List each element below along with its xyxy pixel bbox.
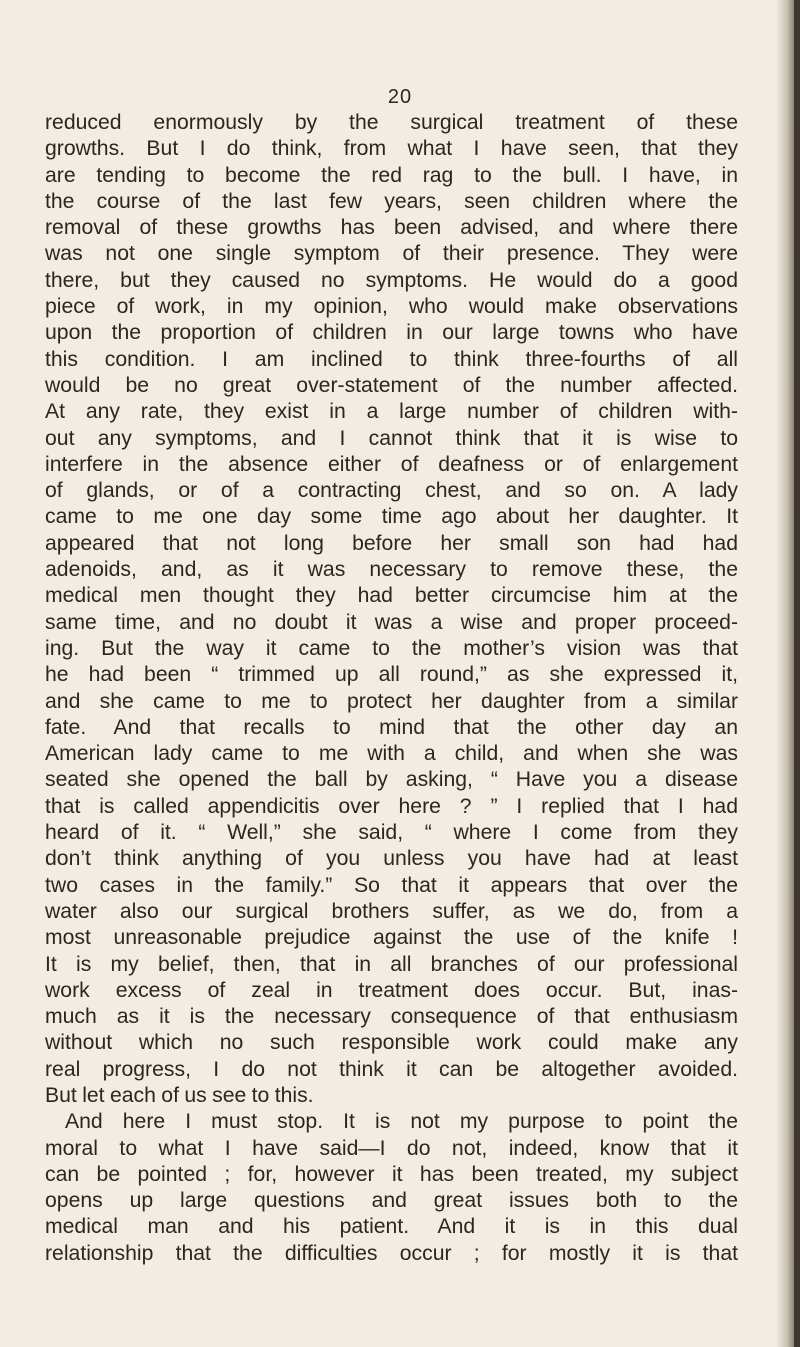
text-line: medical men thought they had better circumcise him at the bbox=[45, 584, 738, 608]
text-line: real progress, I do not think it can be altogether avoided. bbox=[45, 1057, 738, 1081]
text-line: seated she opened the ball by asking, “ Have you a disease bbox=[45, 768, 738, 792]
text-line: But let each of us see to this. bbox=[45, 1083, 314, 1107]
text-line: came to me one day some time ago about her daughter. It bbox=[45, 505, 738, 529]
text-line: It is my belief, then, that in all branches of our professional bbox=[45, 952, 738, 976]
text-line: heard of it. “ Well,” she said, “ where I come from they bbox=[45, 821, 738, 845]
text-line: ing. But the way it came to the mother’s vision was that bbox=[45, 636, 738, 660]
text-line: growths. But I do think, from what I have seen, that they bbox=[45, 137, 738, 161]
text-line: relationship that the difficulties occur ; for mostly it is that bbox=[45, 1241, 738, 1265]
text-line: the course of the last few years, seen children where the bbox=[45, 189, 738, 213]
text-line: piece of work, in my opinion, who would make observations bbox=[45, 295, 738, 319]
text-line: he had been “ trimmed up all round,” as she expressed it, bbox=[45, 663, 738, 687]
page-number: 20 bbox=[387, 86, 413, 108]
text-line: without which no such responsible work could make any bbox=[45, 1031, 738, 1055]
text-line: of glands, or of a contracting chest, and so on. A lady bbox=[45, 479, 738, 503]
text-line: interfere in the absence either of deafness or of enlargement bbox=[45, 452, 738, 476]
text-line: removal of these growths has been advised, and where there bbox=[45, 216, 738, 240]
text-line: most unreasonable prejudice against the use of the knife ! bbox=[45, 926, 738, 950]
text-line: this condition. I am inclined to think three-fourths of all bbox=[45, 347, 738, 371]
body-text bbox=[45, 110, 738, 1267]
text-line: adenoids, and, as it was necessary to remove these, the bbox=[45, 558, 738, 582]
text-line: would be no great over-statement of the number affected. bbox=[45, 373, 738, 397]
text-line: moral to what I have said—I do not, indeed, know that it bbox=[45, 1136, 738, 1160]
text-line: same time, and no doubt it was a wise and proper proceed- bbox=[45, 610, 738, 634]
text-line: that is called appendicitis over here ? ” I replied that I had bbox=[45, 794, 738, 818]
text-line: medical man and his patient. And it is in this dual bbox=[45, 1215, 738, 1239]
text-line: there, but they caused no symptoms. He would do a good bbox=[45, 268, 738, 292]
page-edge-dark bbox=[794, 0, 800, 1347]
text-line: And here I must stop. It is not my purpose to point the bbox=[65, 1110, 738, 1134]
text-line: fate. And that recalls to mind that the other day an bbox=[45, 715, 738, 739]
text-line: work excess of zeal in treatment does occur. But, inas- bbox=[45, 978, 738, 1002]
text-line: much as it is the necessary consequence of that enthusiasm bbox=[45, 1005, 738, 1029]
text-line: reduced enormously by the surgical treatment of these bbox=[45, 111, 738, 134]
text-line: are tending to become the red rag to the bull. I have, in bbox=[45, 163, 738, 187]
text-line: water also our surgical brothers suffer, as we do, from a bbox=[45, 899, 738, 923]
text-line: and she came to me to protect her daughter from a similar bbox=[45, 689, 738, 713]
text-line: can be pointed ; for, however it has been treated, my subject bbox=[45, 1162, 738, 1186]
text-line: American lady came to me with a child, and when she was bbox=[45, 742, 738, 766]
text-line: was not one single symptom of their presence. They were bbox=[45, 242, 738, 266]
text-line: don’t think anything of you unless you have had at least bbox=[45, 847, 738, 871]
text-line: upon the proportion of children in our large towns who have bbox=[45, 321, 738, 345]
text-line: opens up large questions and great issues both to the bbox=[45, 1189, 738, 1213]
text-line: out any symptoms, and I cannot think that it is wise to bbox=[45, 426, 738, 450]
text-line: two cases in the family.” So that it appears that over the bbox=[45, 873, 738, 897]
text-line: At any rate, they exist in a large number of children with- bbox=[45, 400, 738, 424]
text-line: appeared that not long before her small son had had bbox=[45, 531, 738, 555]
